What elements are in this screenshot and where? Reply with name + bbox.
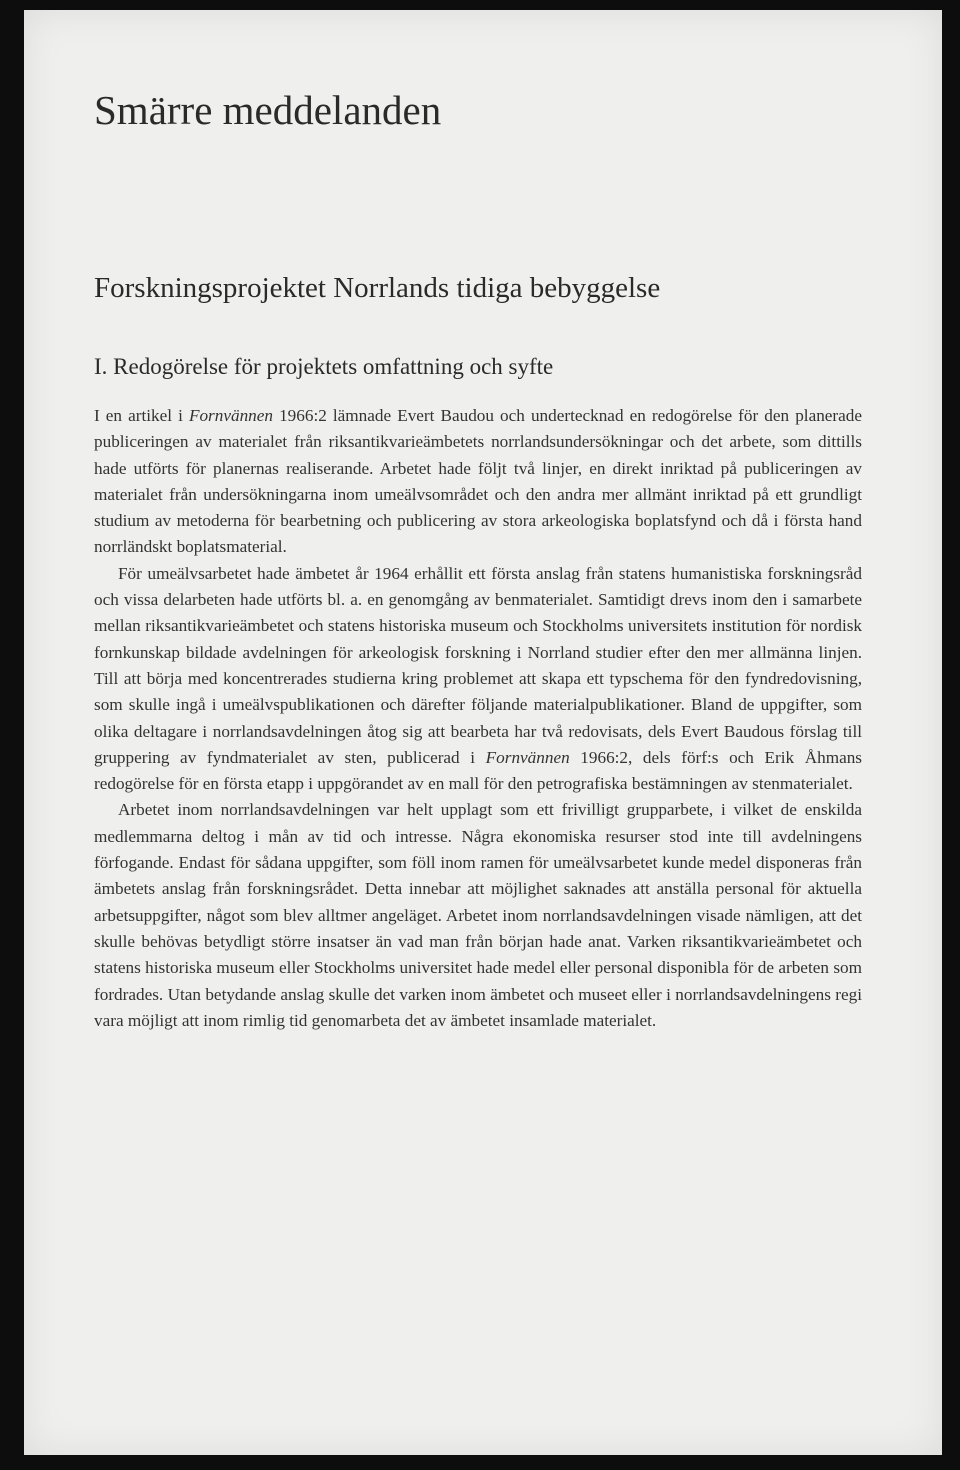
italic-title-text: Fornvännen (485, 747, 570, 767)
paragraph (94, 403, 862, 561)
paragraph-text: För umeälvsarbetet hade ämbetet år 1964 erhållit ett första anslag från statens humanistiska forskningsråd och vissa delarbeten hade utförts bl. a. en genomgång av benmaterialet. Samtidigt drevs inom den i samarbete mellan riksantikvarieämbetet och statens historiska museum och Stockholms universitets institution för nordisk fornkunskap bildade avdelningen för arkeologisk forskning i Norrland studier efter den mer allmänna linjen. Till att börja med koncentrerades studierna kring problemet att skapa ett typschema för den fyndredovisning, som skulle ingå i umeälvspublikationen och därefter följande materialpublikationer. Bland de uppgifter, som olika deltagare i norrlandsavdelningen åtog sig att bearbeta har två redovisats, dels Evert Baudous förslag till gruppering av fyndmaterialet av sten, publicerad i (94, 563, 862, 767)
paragraph-text: 1966:2, dels förf:s och Erik Åhmans redogörelse för en första etapp i uppgörandet av en mall för den petrografiska bestämningen av stenmaterialet. (94, 747, 862, 794)
paragraph-text: I en artikel i (94, 406, 189, 425)
body-text (94, 403, 862, 1034)
article-title: Forskningsprojektet Norrlands tidiga bebyggelse (94, 272, 661, 304)
paragraph-text: Arbetet inom norrlandsavdelningen var helt upplagt som ett frivilligt grupparbete, i vilket de enskilda medlemmarna deltog i mån av tid och intresse. Några ekonomiska resurser stod inte till avdelningens förfogande. Endast för sådana uppgifter, som föll inom ramen för umeälvsarbetet kunde medel disponeras från ämbetets anslag från forskningsrådet. Detta innebar att möjlighet saknades att anställa personal för aktuella arbetsuppgifter, något som blev alltmer angeläget. Arbetet inom norrlandsavdelningen visade nämligen, att det skulle behövas betydligt större insatser än vad man från början hade anat. Varken riksantikvarieämbetet och statens historiska museum eller Stockholms universitet hade medel eller personal disponibla för de arbeten som fordrades. Utan betydande anslag skulle det varken inom ämbetet och museet eller i norrlandsavdelningens regi vara möjligt att inom rimlig tid genomarbeta det av ämbetet insamlade materialet. (94, 800, 862, 1030)
section-title: Smärre meddelanden (94, 87, 442, 133)
paragraph-text: 1966:2 lämnade Evert Baudou och undertecknad en redogörelse för den planerade publiceringen av materialet från riksantikvarieämbetets norrlandsundersökningar och det arbete, som dittills hade utförts för planernas realiserande. Arbetet hade följt två linjer, en direkt inriktad på publiceringen av materialet från undersökningarna inom umeälvsområdet och den andra mer allmänt inriktad på ett grundligt studium av metoderna för bearbetning och publicering av stora arkeologiska boplatsfynd och då i första hand norrländskt boplatsmaterial. (94, 406, 862, 557)
italic-title-text: Fornvännen (188, 406, 273, 425)
paragraph (94, 561, 862, 798)
document-page (24, 10, 942, 1455)
part-heading: I. Redogörelse för projektets omfattning och syfte (94, 354, 554, 379)
paragraph (94, 797, 862, 1034)
